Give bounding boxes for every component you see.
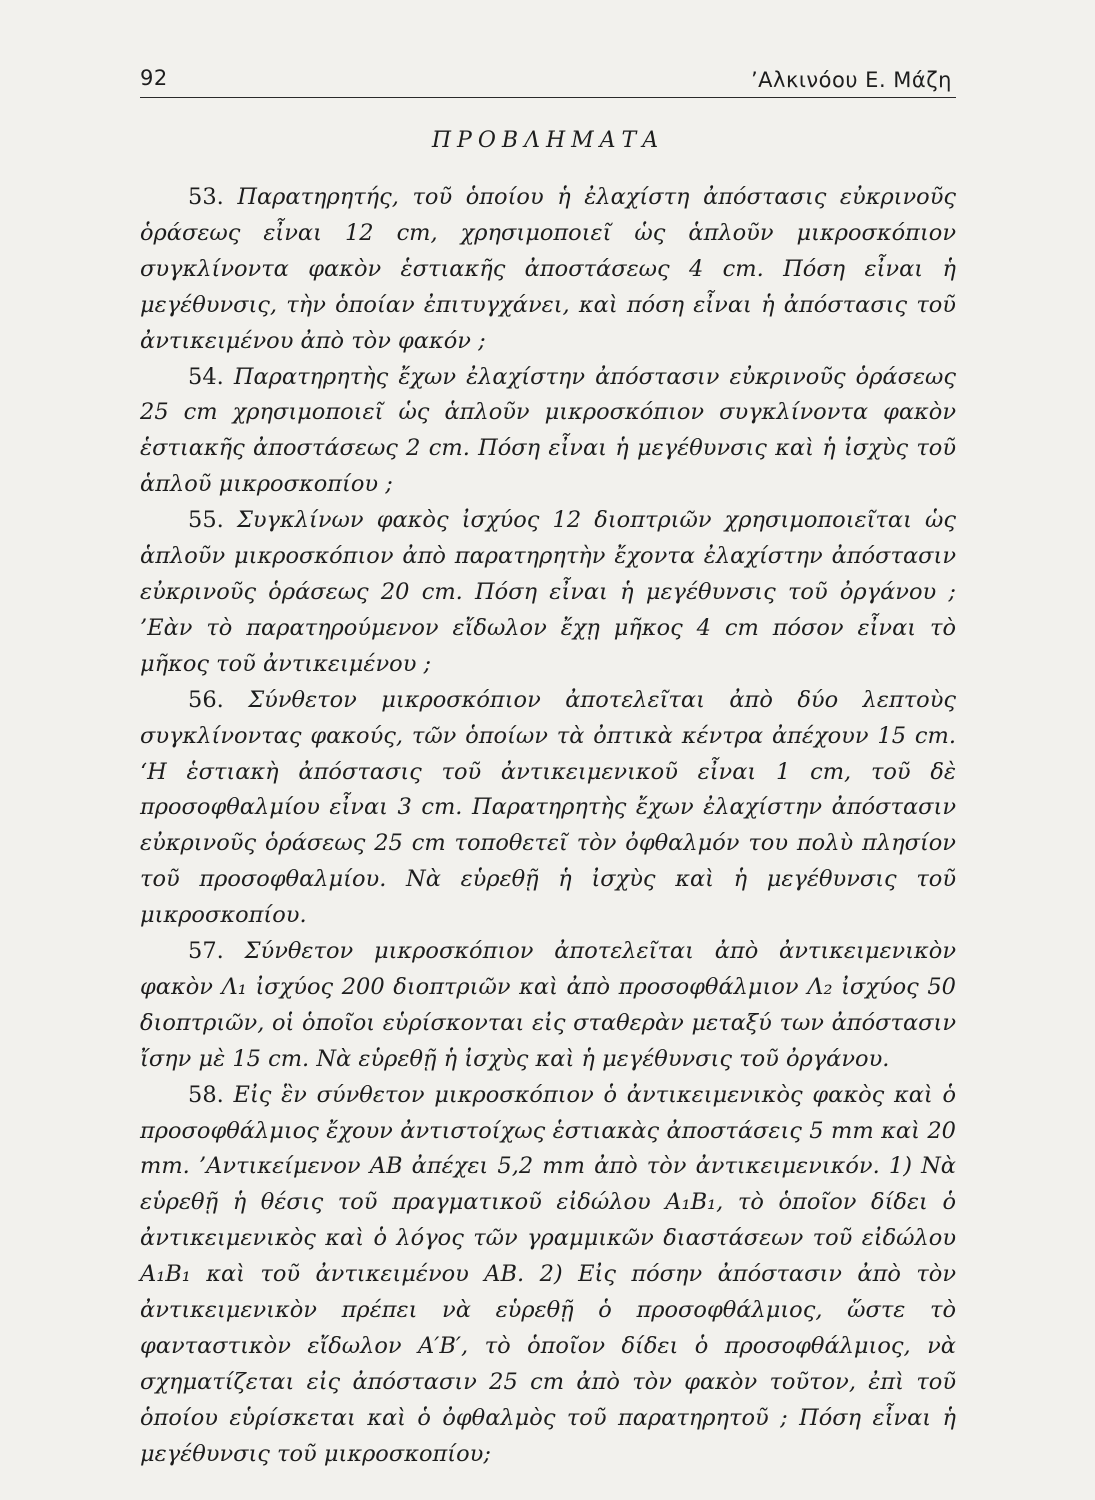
problem-text: Παρατηρητής, τοῦ ὁποίου ἡ ἐλαχίστη ἀπόστασις εὐκρινοῦς ὁράσεως εἶναι 12 cm, χρησιμοποιεῖ ὡς ἁπλοῦν μικροσκόπιον συγκλίνοντα φακὸν ἑστιακῆς ἀποστάσεως 4 cm. Πόση εἶναι ἡ μεγέθυνσις, τὴν ὁποίαν ἐπιτυγχάνει, καὶ πόση εἶναι ἡ ἀπόστασις τοῦ ἀντικειμένου ἀπὸ τὸν φακόν ; [140, 184, 956, 354]
running-head-author: ’Αλκινόου Ε. Μάζη [750, 68, 952, 92]
problem-54 [140, 360, 956, 504]
problem-number: 53. [188, 184, 224, 210]
problem-text: Εἰς ἓν σύνθετον μικροσκόπιον ὁ ἀντικειμενικὸς φακὸς καὶ ὁ προσοφθάλμιος ἔχουν ἀντιστοίχως ἑστιακὰς ἀποστάσεις 5 mm καὶ 20 mm. ’Αντικείμενον ΑΒ ἀπέχει 5,2 mm ἀπὸ τὸν ἀντικειμενικόν. 1) Νὰ εὑρεθῇ ἡ θέσις τοῦ πραγματικοῦ εἰδώλου Α₁Β₁, τὸ ὁποῖον δίδει ὁ ἀντικειμενικὸς καὶ ὁ λόγος τῶν γραμμικῶν διαστάσεων τοῦ εἰδώλου Α₁Β₁ καὶ τοῦ ἀντικειμένου ΑΒ. 2) Εἰς πόσην ἀπόστασιν ἀπὸ τὸν ἀντικειμενικὸν πρέπει νὰ εὑρεθῇ ὁ προσοφθάλμιος, ὥστε τὸ φανταστικὸν εἴδωλον Α′Β′, τὸ ὁποῖον δίδει ὁ προσοφθάλμιος, νὰ σχηματίζεται εἰς ἀπόστασιν 25 cm ἀπὸ τὸν φακὸν τοῦτον, ἐπὶ τοῦ ὁποίου εὑρίσκεται καὶ ὁ ὀφθαλμὸς τοῦ παρατηρητοῦ ; Πόση εἶναι ἡ μεγέθυνσις τοῦ μικροσκοπίου; [140, 1081, 956, 1467]
problem-text: Σύνθετον μικροσκόπιον ἀποτελεῖται ἀπὸ ἀντικειμενικὸν φακὸν Λ₁ ἰσχύος 200 διοπτριῶν καὶ ἀπὸ προσοφθάλμιον Λ₂ ἰσχύος 50 διοπτριῶν, οἱ ὁποῖοι εὑρίσκονται εἰς σταθερὰν μεταξύ των ἀπόστασιν ἴσην μὲ 15 cm. Νὰ εὑρεθῇ ἡ ἰσχὺς καὶ ἡ μεγέθυνσις τοῦ ὀργάνου. [140, 938, 957, 1072]
section-title: ΠΡΟΒΛΗΜΑΤΑ [431, 128, 665, 153]
problem-55 [140, 503, 956, 683]
problem-number: 54. [188, 363, 224, 390]
problem-number: 56. [188, 686, 224, 713]
problem-number: 57. [188, 938, 224, 965]
page-header [140, 66, 956, 100]
problem-number: 55. [188, 507, 224, 534]
problem-53 [140, 180, 956, 360]
problem-text: Παρατηρητὴς ἔχων ἐλαχίστην ἀπόστασιν εὐκρινοῦς ὁράσεως 25 cm χρησιμοποιεῖ ὡς ἁπλοῦν μικροσκόπιον συγκλίνοντα φακὸν ἑστιακῆς ἀποστάσεως 2 cm. Πόση εἶναι ἡ μεγέθυνσις καὶ ἡ ἰσχὺς τοῦ ἁπλοῦ μικροσκοπίου ; [140, 363, 957, 498]
problem-58 [140, 1078, 956, 1473]
problems-list [140, 180, 956, 1473]
problem-57 [140, 934, 956, 1078]
page-number: 92 [140, 66, 168, 90]
problem-number: 58. [188, 1081, 224, 1108]
problem-text: Συγκλίνων φακὸς ἰσχύος 12 διοπτριῶν χρησιμοποιεῖται ὡς ἁπλοῦν μικροσκόπιον ἀπὸ παρατηρητὴν ἔχοντα ἐλαχίστην ἀπόστασιν εὐκρινοῦς ὁράσεως 20 cm. Πόση εἶναι ἡ μεγέθυνσις τοῦ ὀργάνου ; ’Εὰν τὸ παρατηρούμενον εἴδωλον ἔχῃ μῆκος 4 cm πόσον εἶναι τὸ μῆκος τοῦ ἀντικειμένου ; [140, 507, 956, 677]
header-rule [140, 97, 956, 98]
problem-56 [140, 683, 956, 934]
problem-text: Σύνθετον μικροσκόπιον ἀποτελεῖται ἀπὸ δύο λεπτοὺς συγκλίνοντας φακούς, τῶν ὁποίων τὰ ὀπτικὰ κέντρα ἀπέχουν 15 cm. ‘Η ἑστιακὴ ἀπόστασις τοῦ ἀντικειμενικοῦ εἶναι 1 cm, τοῦ δὲ προσοφθαλμίου εἶναι 3 cm. Παρατηρητὴς ἔχων ἐλαχίστην ἀπόστασιν εὐκρινοῦς ὁράσεως 25 cm τοποθετεῖ τὸν ὀφθαλμόν του πολὺ πλησίον τοῦ προσοφθαλμίου. Νὰ εὑρεθῇ ἡ ἰσχὺς καὶ ἡ μεγέθυνσις τοῦ μικροσκοπίου. [140, 686, 956, 929]
